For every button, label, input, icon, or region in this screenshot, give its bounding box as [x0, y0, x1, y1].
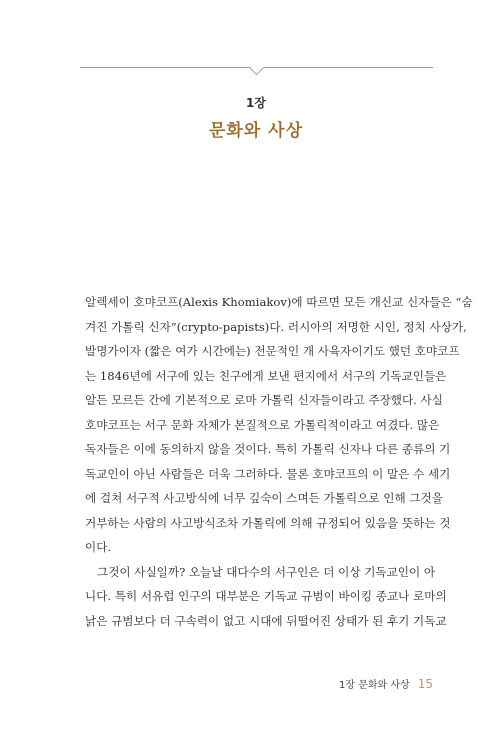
body-line: 거부하는 사람의 사고방식조차 가톨릭에 의해 규정되어 있음을 뜻하는 것 [85, 515, 451, 530]
body-line: 발명가이자 (짧은 여가 시간에는) 전문적인 개 사육자이기도 했던 호먀코프 [85, 344, 460, 358]
body-line: 그것이 사실일까? 오늘날 대다수의 서구인은 더 이상 기독교인이 아 [97, 564, 436, 579]
chapter-number: 1장 [246, 96, 266, 110]
body-line: 니다. 특히 서유럽 인구의 대부분은 기독교 규범이 바이킹 종교나 로마의 [85, 589, 447, 603]
chapter-title: 문화와 사상 [208, 121, 304, 141]
body-line: 낡은 규범보다 더 구속력이 없고 시대에 뒤떨어진 상태가 된 후기 기독교 [85, 613, 447, 628]
running-head: 1장 문화와 사상 [339, 680, 410, 691]
body-line: 이다. [85, 540, 112, 554]
body-line: 는 1846년에 서구에 있는 친구에게 보낸 편지에서 서구의 기독교인들은 [85, 368, 447, 383]
body-line: 겨진 가톨릭 신자”(crypto-papists)다. 러시아의 저명한 시인, 정치 사상가, [85, 319, 467, 334]
header-chevron-ornament [249, 60, 265, 76]
body-line: 독자들은 이에 동의하지 않을 것이다. 특히 가톨릭 신자나 다른 종류의 기 [85, 442, 451, 456]
body-line: 독교인이 아닌 사람들은 더욱 그러하다. 물론 호먀코프의 이 말은 수 세기 [85, 466, 451, 481]
page-number: 15 [417, 677, 433, 691]
body-line: 알렉세이 호먀코프(Alexis Khomiakov)에 따르면 모든 개신교 신자들은 “숨 [85, 295, 473, 309]
body-line: 호먀코프는 서구 문화 자체가 본질적으로 가톨릭적이라고 여겼다. 많은 [85, 417, 440, 432]
page-footer [300, 673, 433, 692]
body-text [85, 290, 473, 633]
body-line: 에 걸쳐 서구적 사고방식에 너무 깊숙이 스며든 가톨릭으로 인해 그것을 [85, 491, 443, 505]
body-line: 알든 모르든 간에 기본적으로 로마 가톨릭 신자들이라고 주장했다. 사실 [85, 393, 443, 407]
